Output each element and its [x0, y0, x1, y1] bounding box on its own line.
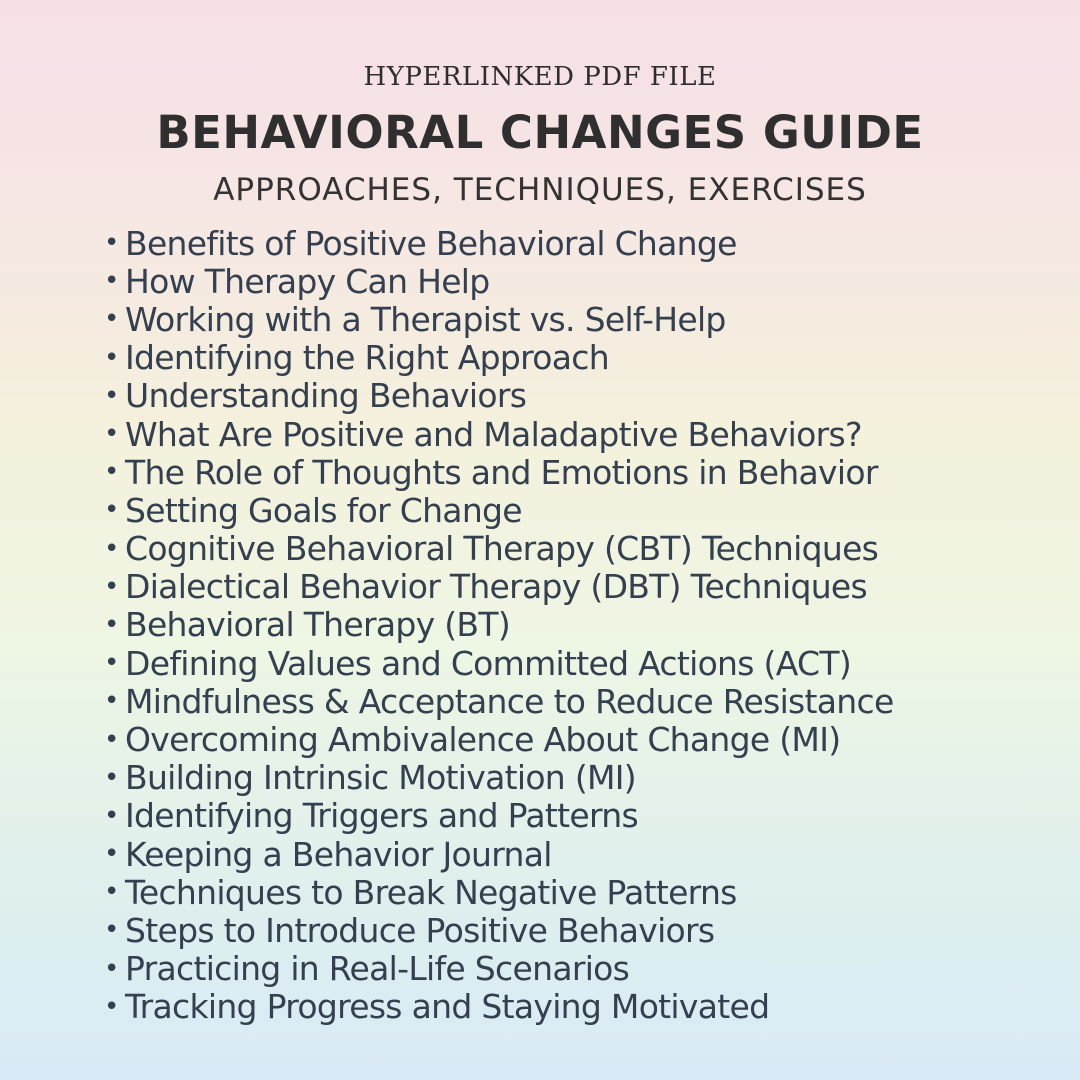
- toc-item-label: Behavioral Therapy (BT): [125, 605, 510, 645]
- toc-item-label: Building Intrinsic Motivation (MI): [125, 758, 636, 798]
- bullet-icon: •: [104, 266, 119, 297]
- toc-item-label: Defining Values and Committed Actions (ACT): [125, 643, 851, 683]
- toc-item[interactable]: [104, 835, 1064, 873]
- toc-item-label: Tracking Progress and Staying Motivated: [125, 987, 770, 1027]
- toc-item-label: Benefits of Positive Behavioral Change: [125, 223, 737, 263]
- toc-item-label: Keeping a Behavior Journal: [125, 834, 552, 874]
- file-type-label: HYPERLINKED PDF FILE: [363, 62, 717, 92]
- bullet-icon: •: [104, 495, 119, 526]
- toc-item-label: Mindfulness & Acceptance to Reduce Resistance: [125, 681, 894, 721]
- toc-item[interactable]: [104, 415, 1064, 453]
- table-of-contents: [104, 224, 1064, 1026]
- bullet-icon: •: [104, 304, 119, 335]
- bullet-icon: •: [104, 648, 119, 679]
- toc-item-label: Cognitive Behavioral Therapy (CBT) Techniques: [125, 529, 879, 569]
- toc-item-label: Setting Goals for Change: [125, 490, 522, 530]
- bullet-icon: •: [104, 877, 119, 908]
- toc-item-label: Identifying Triggers and Patterns: [125, 796, 638, 836]
- toc-item-label: How Therapy Can Help: [125, 261, 490, 301]
- toc-item[interactable]: [104, 720, 1064, 758]
- toc-item-label: Techniques to Break Negative Patterns: [125, 872, 737, 912]
- bullet-icon: •: [104, 380, 119, 411]
- toc-item[interactable]: [104, 988, 1064, 1026]
- toc-item-label: What Are Positive and Maladaptive Behaviors?: [125, 414, 862, 454]
- toc-item[interactable]: [104, 606, 1064, 644]
- toc-item[interactable]: [104, 911, 1064, 949]
- toc-item[interactable]: [104, 644, 1064, 682]
- bullet-icon: •: [104, 915, 119, 946]
- toc-item[interactable]: [104, 568, 1064, 606]
- toc-item-label: Overcoming Ambivalence About Change (MI): [125, 720, 841, 760]
- toc-item[interactable]: [104, 491, 1064, 529]
- bullet-icon: •: [104, 724, 119, 755]
- toc-item[interactable]: [104, 377, 1064, 415]
- toc-item-label: Identifying the Right Approach: [125, 338, 609, 378]
- toc-item[interactable]: [104, 453, 1064, 491]
- bullet-icon: •: [104, 533, 119, 564]
- toc-item[interactable]: [104, 339, 1064, 377]
- toc-item[interactable]: [104, 797, 1064, 835]
- bullet-icon: •: [104, 457, 119, 488]
- bullet-icon: •: [104, 571, 119, 602]
- toc-item-label: Dialectical Behavior Therapy (DBT) Techniques: [125, 567, 868, 607]
- bullet-icon: •: [104, 839, 119, 870]
- bullet-icon: •: [104, 686, 119, 717]
- toc-item-label: Understanding Behaviors: [125, 376, 527, 416]
- toc-item-label: Practicing in Real-Life Scenarios: [125, 949, 630, 989]
- toc-item-label: Steps to Introduce Positive Behaviors: [125, 910, 715, 950]
- toc-item[interactable]: [104, 682, 1064, 720]
- toc-item[interactable]: [104, 759, 1064, 797]
- toc-item[interactable]: [104, 224, 1064, 262]
- toc-item[interactable]: [104, 300, 1064, 338]
- bullet-icon: •: [104, 762, 119, 793]
- bullet-icon: •: [104, 419, 119, 450]
- page-title: BEHAVIORAL CHANGES GUIDE: [156, 106, 924, 159]
- header: [0, 58, 1080, 206]
- toc-item[interactable]: [104, 873, 1064, 911]
- bullet-icon: •: [104, 342, 119, 373]
- toc-item[interactable]: [104, 262, 1064, 300]
- bullet-icon: •: [104, 800, 119, 831]
- toc-item[interactable]: [104, 950, 1064, 988]
- bullet-icon: •: [104, 609, 119, 640]
- bullet-icon: •: [104, 991, 119, 1022]
- bullet-icon: •: [104, 953, 119, 984]
- page-subtitle: APPROACHES, TECHNIQUES, EXERCISES: [213, 172, 867, 208]
- toc-item[interactable]: [104, 530, 1064, 568]
- toc-item-label: Working with a Therapist vs. Self-Help: [125, 299, 726, 339]
- toc-item-label: The Role of Thoughts and Emotions in Behavior: [125, 452, 878, 492]
- bullet-icon: •: [104, 228, 119, 259]
